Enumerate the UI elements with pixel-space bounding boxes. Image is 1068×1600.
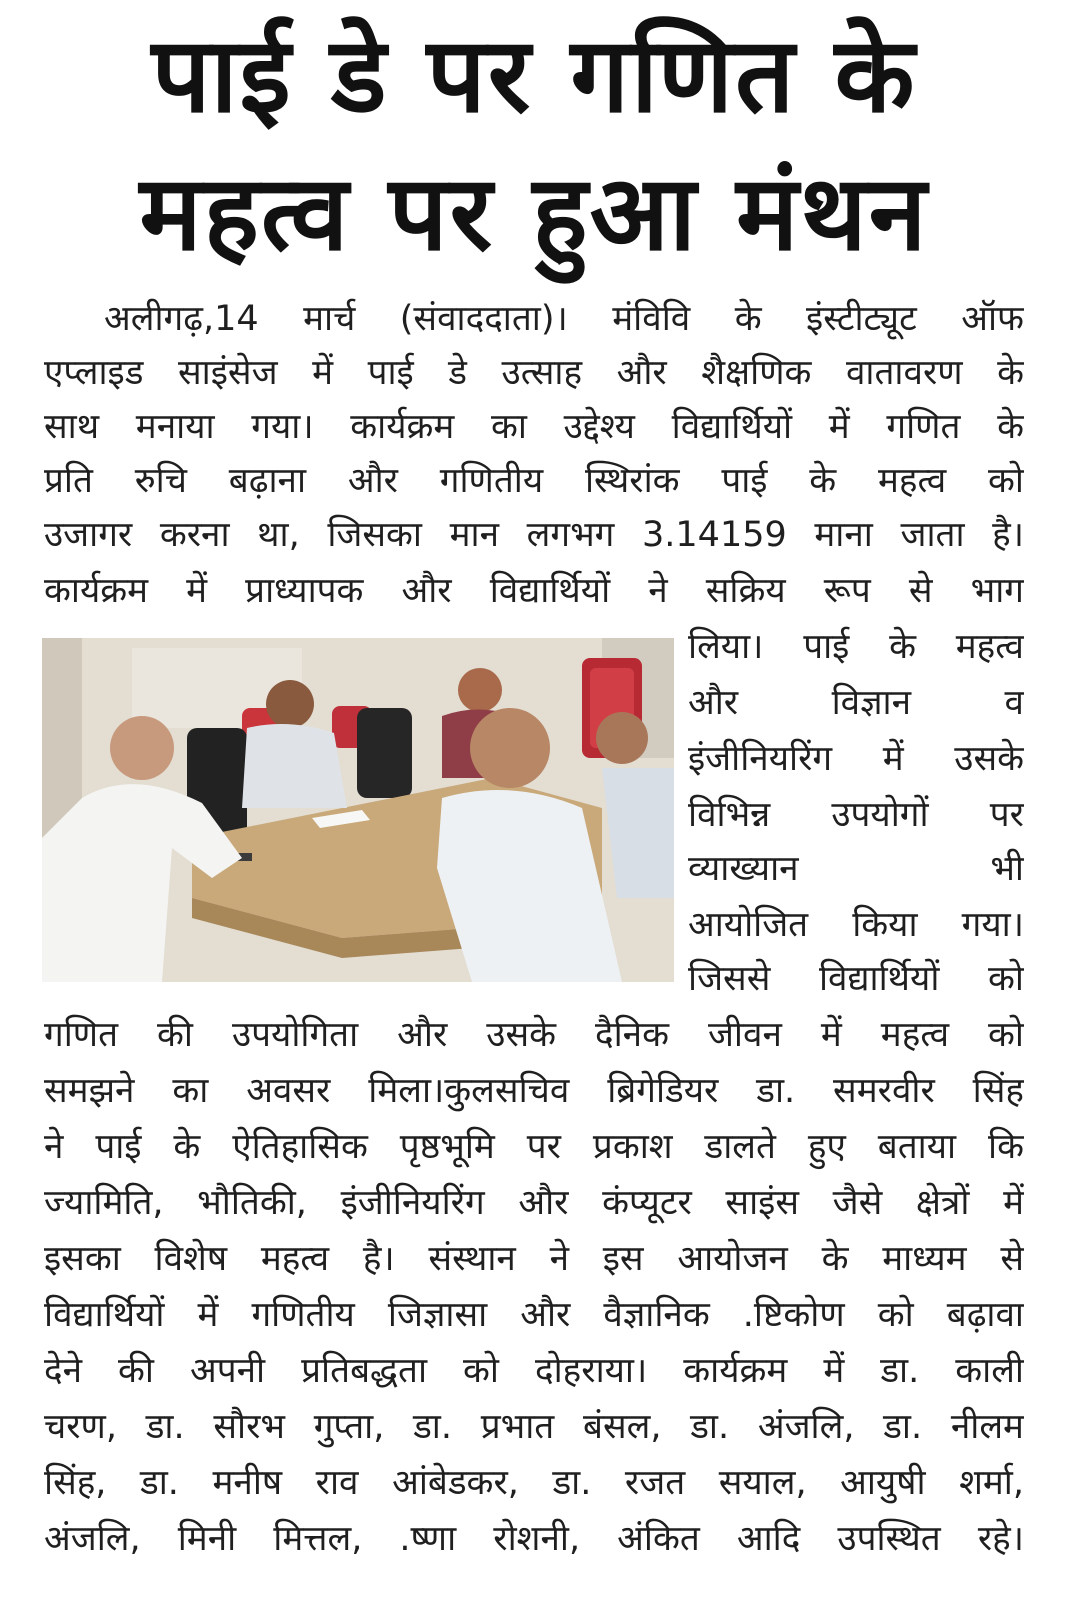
article-line: एप्लाइड साइंसेज में पाई डे उत्साह और शैक्षणिक वातावरण के — [44, 353, 1024, 393]
article-line: ने पाई के ऐतिहासिक पृष्ठभूमि पर प्रकाश डालते हुए बताया कि — [44, 1127, 1024, 1167]
article-line: लिया। पाई के महत्व — [688, 627, 1024, 667]
article-line: साथ मनाया गया। कार्यक्रम का उद्देश्य विद्यार्थियों में गणित के — [44, 407, 1024, 447]
article-line: अलीगढ़,14 मार्च (संवाददाता)। मंविवि के इंस्टीट्यूट ऑफ — [104, 299, 1024, 339]
article-line: चरण, डा. सौरभ गुप्ता, डा. प्रभात बंसल, डा. अंजलि, डा. नीलम — [44, 1407, 1024, 1447]
article-line: विद्यार्थियों में गणितीय जिज्ञासा और वैज्ञानिक .ष्टिकोण को बढ़ावा — [44, 1295, 1024, 1335]
article-line: आयोजित किया गया। — [688, 905, 1024, 945]
article-line: अंजलि, मिनी मित्तल, .ष्णा रोशनी, अंकित आदि उपस्थित रहे। — [44, 1519, 1024, 1559]
article-line: व्याख्यान भी — [688, 849, 1024, 889]
headline-line-1: पाई डे पर गणित के — [151, 14, 917, 136]
article-line: प्रति रुचि बढ़ाना और गणितीय स्थिरांक पाई के महत्व को — [44, 461, 1024, 501]
article-line: सिंह, डा. मनीष राव आंबेडकर, डा. रजत सयाल, आयुषी शर्मा, — [44, 1463, 1024, 1503]
article-line: गणित की उपयोगिता और उसके दैनिक जीवन में महत्व को — [44, 1015, 1024, 1055]
news-photo — [42, 638, 674, 982]
article-line: और विज्ञान व — [688, 683, 1024, 723]
article-line: समझने का अवसर मिला।कुलसचिव ब्रिगेडियर डा. समरवीर सिंह — [44, 1071, 1024, 1111]
article-line: देने की अपनी प्रतिबद्धता को दोहराया। कार्यक्रम में डा. काली — [44, 1351, 1024, 1391]
article-line: इसका विशेष महत्व है। संस्थान ने इस आयोजन के माध्यम से — [44, 1239, 1024, 1279]
article-line: जिससे विद्यार्थियों को — [688, 959, 1024, 999]
article-line: इंजीनियरिंग में उसके — [688, 739, 1024, 779]
article-line: ज्यामिति, भौतिकी, इंजीनियरिंग और कंप्यूटर साइंस जैसे क्षेत्रों में — [44, 1183, 1024, 1223]
article-line: उजागर करना था, जिसका मान लगभग 3.14159 माना जाता है। — [44, 515, 1024, 555]
headline-line-2: महत्व पर हुआ मंथन — [139, 152, 929, 274]
article-line: विभिन्न उपयोगों पर — [688, 795, 1024, 835]
article-line: कार्यक्रम में प्राध्यापक और विद्यार्थियों ने सक्रिय रूप से भाग — [44, 571, 1024, 611]
meeting-photo-illustration — [42, 638, 674, 982]
